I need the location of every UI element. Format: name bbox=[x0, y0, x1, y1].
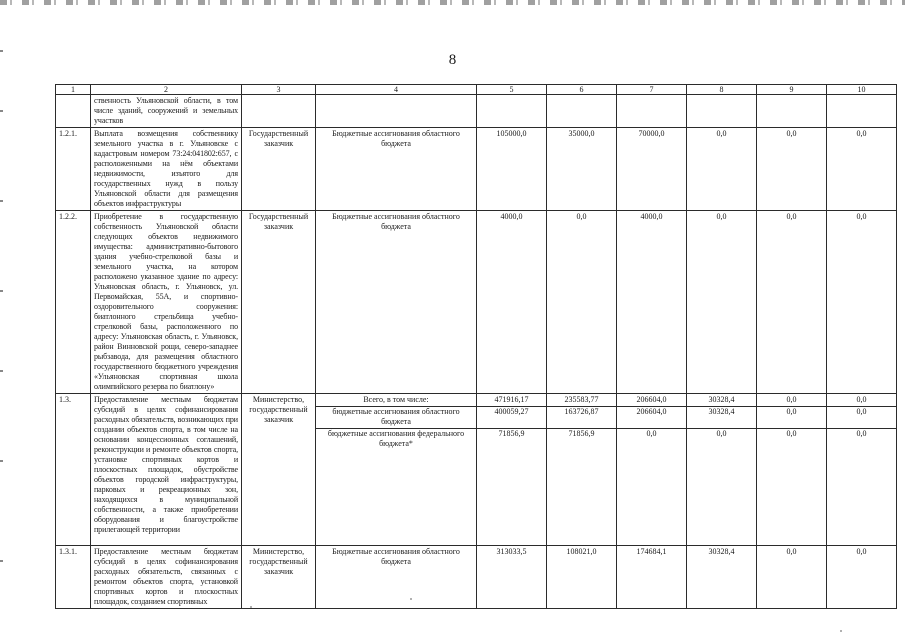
amount-value: 0,0 bbox=[757, 395, 826, 407]
row-description: Предоставление местным бюджетам субсидий в целях софинансирования расходных обязательств, связанных с ремонтом объектов спорта, установкой спортивных кортов и плоскостных площадок, созданием спортивных bbox=[91, 546, 242, 609]
funding-source: Бюджетные ассигнования областного бюджета bbox=[332, 129, 460, 148]
amount-col9 bbox=[757, 394, 827, 546]
amount-value: 0,0 bbox=[856, 212, 867, 221]
amount-value: 0,0 bbox=[716, 129, 727, 138]
amount-value: 70000,0 bbox=[638, 129, 665, 138]
amount-col8 bbox=[687, 394, 757, 546]
amount-value: 206604,0 bbox=[617, 395, 686, 407]
amount-col8 bbox=[687, 211, 757, 394]
amount-value: 108021,0 bbox=[566, 547, 597, 556]
row-description: Приобретение в государственную собственность Ульяновской области следующих объектов недвижимого имущества: административно-бытового здания учебно-стрелковой базы и земельного участка, на котором расположено указанное здание по адресу: Ульяновская область, г. Ульяновск, ул. Первомайская, 55А, и спортивно-оздоровительного сооружения: биатлонного стрельбища учебно-стрелковой базы, расположенного по адресу: Ульяновская область, г. Ульяновск, район Винновской рощи, северо-западнее рыбзавода, для размещения областного государственного бюджетного учреждения «Ульяновская спортивная школа олимпийского резерва по биатлону» bbox=[91, 211, 242, 394]
table-row bbox=[56, 211, 897, 394]
amount-value: 163726,87 bbox=[547, 407, 616, 429]
column-header: 1 bbox=[56, 85, 91, 95]
amount-value: 0,0 bbox=[856, 547, 867, 556]
row-sources bbox=[316, 128, 477, 211]
amount-value: 4000,0 bbox=[500, 212, 523, 221]
amount-col6 bbox=[547, 211, 617, 394]
amount-value: 313033,5 bbox=[496, 547, 527, 556]
funding-source: бюджетные ассигнования областного бюджета bbox=[316, 407, 476, 429]
amount-value: 0,0 bbox=[786, 212, 797, 221]
funding-source: Бюджетные ассигнования областного бюджета bbox=[332, 212, 460, 231]
amount-col7 bbox=[617, 394, 687, 546]
scan-speck bbox=[840, 630, 842, 632]
amount-col9 bbox=[757, 128, 827, 211]
row-executor bbox=[242, 95, 316, 128]
amount-value: 0,0 bbox=[856, 129, 867, 138]
column-header: 10 bbox=[827, 85, 897, 95]
row-description: Предоставление местным бюджетам субсидий в целях софинансирования расходных обязательств, возникающих при создании объектов спорта, в том числе на основании концессионных соглашений, реконструкции и ремонте объектов спорта, установке спортивных кортов и плоскостных площадок, обустройстве объектов городской инфраструктуры, парковых и рекреационных зон, находящихся в муниципальной собственности, а также приобретении оборудования и благоустройстве прилегающей территории bbox=[91, 394, 242, 546]
amount-col6 bbox=[547, 394, 617, 546]
table-row bbox=[56, 95, 897, 128]
table-row bbox=[56, 128, 897, 211]
column-header: 4 bbox=[316, 85, 477, 95]
amount-col7 bbox=[617, 211, 687, 394]
amount-col5 bbox=[477, 394, 547, 546]
amount-value: 0,0 bbox=[786, 547, 797, 556]
amount-value: 35000,0 bbox=[568, 129, 595, 138]
row-sources bbox=[316, 394, 477, 546]
funding-source: Бюджетные ассигнования областного бюджета bbox=[332, 547, 460, 566]
amount-col10 bbox=[827, 128, 897, 211]
amount-col10 bbox=[827, 546, 897, 609]
row-number: 1.2.2. bbox=[56, 211, 91, 394]
amount-col9 bbox=[757, 211, 827, 394]
column-header: 6 bbox=[547, 85, 617, 95]
amount-col6 bbox=[547, 128, 617, 211]
column-header: 2 bbox=[91, 85, 242, 95]
amount-value: 206604,0 bbox=[617, 407, 686, 429]
amount-col6 bbox=[547, 546, 617, 609]
amount-value: 30328,4 bbox=[708, 547, 735, 556]
amount-value: 71856,9 bbox=[498, 429, 525, 438]
amount-value: 0,0 bbox=[576, 212, 587, 221]
amount-value: 105000,0 bbox=[496, 129, 527, 138]
amount-col5 bbox=[477, 211, 547, 394]
amount-value: 400059,27 bbox=[477, 407, 546, 429]
amount-value: 0,0 bbox=[716, 429, 727, 438]
amount-value: 0,0 bbox=[786, 129, 797, 138]
program-table bbox=[55, 84, 897, 609]
row-executor: Государственный заказчик bbox=[242, 211, 316, 394]
table-row bbox=[56, 394, 897, 546]
amount-value: 0,0 bbox=[827, 407, 896, 429]
amount-col8 bbox=[687, 546, 757, 609]
amount-value: 30328,4 bbox=[687, 395, 756, 407]
row-executor: Государственный заказчик bbox=[242, 128, 316, 211]
row-executor: Министерство, государственный заказчик bbox=[242, 546, 316, 609]
amount-col9 bbox=[757, 546, 827, 609]
amount-value: 0,0 bbox=[856, 429, 867, 438]
row-sources bbox=[316, 95, 477, 128]
amount-col7 bbox=[617, 546, 687, 609]
amount-value: 0,0 bbox=[716, 212, 727, 221]
amount-value: 30328,4 bbox=[687, 407, 756, 429]
row-executor: Министерство, государственный заказчик bbox=[242, 394, 316, 546]
amount-value: 71856,9 bbox=[568, 429, 595, 438]
amount-value: 174684,1 bbox=[636, 547, 667, 556]
amount-value: 0,0 bbox=[646, 429, 657, 438]
amount-value: 0,0 bbox=[757, 407, 826, 429]
column-header: 9 bbox=[757, 85, 827, 95]
amount-col5 bbox=[477, 546, 547, 609]
row-number: 1.3. bbox=[56, 394, 91, 546]
column-header: 7 bbox=[617, 85, 687, 95]
column-header: 8 bbox=[687, 85, 757, 95]
amount-col5 bbox=[477, 128, 547, 211]
row-number: 1.2.1. bbox=[56, 128, 91, 211]
funding-source-total: Всего, в том числе: bbox=[316, 395, 476, 407]
amount-value: 235583,77 bbox=[547, 395, 616, 407]
amount-value: 471916,17 bbox=[477, 395, 546, 407]
row-sources bbox=[316, 546, 477, 609]
amount-col8 bbox=[687, 128, 757, 211]
page-number: 8 bbox=[448, 52, 457, 68]
column-header: 3 bbox=[242, 85, 316, 95]
scan-edge-top bbox=[0, 0, 905, 5]
scan-edge-left bbox=[0, 40, 3, 600]
row-number: 1.3.1. bbox=[56, 546, 91, 609]
amount-col10 bbox=[827, 394, 897, 546]
amount-value: 0,0 bbox=[786, 429, 797, 438]
column-number-row bbox=[56, 85, 897, 95]
amount-col7 bbox=[617, 128, 687, 211]
table-row bbox=[56, 546, 897, 609]
row-sources bbox=[316, 211, 477, 394]
row-description: ственность Ульяновской области, в том числе зданий, сооружений и земельных участков bbox=[91, 95, 242, 128]
amount-value: 0,0 bbox=[827, 395, 896, 407]
funding-source: бюджетные ассигнования федерального бюджета* bbox=[327, 429, 465, 448]
column-header: 5 bbox=[477, 85, 547, 95]
row-number bbox=[56, 95, 91, 128]
row-description: Выплата возмещения собственнику земельного участка в г. Ульяновске с кадастровым номером 73:24:041802:657, с расположенными на нём объектами недвижимости, изъятого для государственных нужд в пользу Ульяновской области для размещения объектов инфраструктуры bbox=[91, 128, 242, 211]
amount-value: 4000,0 bbox=[640, 212, 663, 221]
amount-col10 bbox=[827, 211, 897, 394]
